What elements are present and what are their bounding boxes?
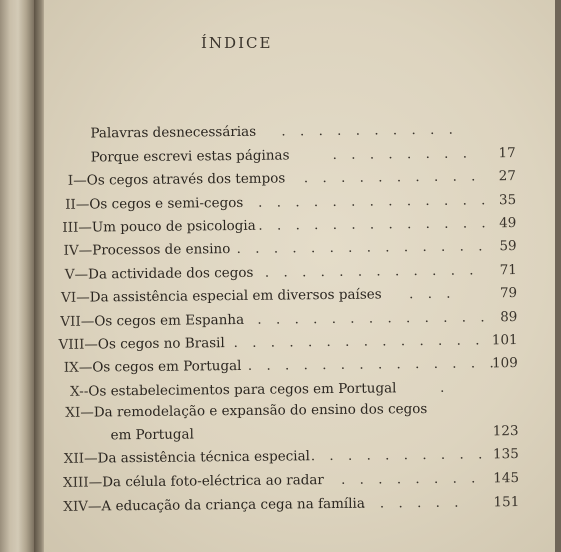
toc-entry (47, 261, 517, 284)
table-of-contents (44, 0, 561, 552)
toc-entry (47, 284, 517, 307)
toc-entry-title: V—Da actividade dos cegos (64, 264, 254, 283)
toc-entry (49, 469, 519, 492)
toc-entry-text: Da célula foto-eléctrica ao radar (102, 472, 324, 491)
toc-entry-title: VI—Da assistência especial em diversos países (61, 286, 382, 306)
toc-entry-text: Da assistência técnica especial (97, 448, 310, 467)
toc-entry-text: Os cegos no Brasil (97, 335, 225, 353)
leader-dots: . . . . . . . . . . . . (264, 262, 479, 281)
toc-entry-title: XIII—Da célula foto-eléctrica ao radar (62, 472, 324, 491)
toc-entry (47, 237, 517, 260)
toc-entry-text: Os cegos em Espanha (94, 311, 245, 330)
toc-entry-numeral: X (70, 383, 80, 400)
toc-entry-numeral: XI (65, 404, 81, 421)
index-page (44, 0, 555, 552)
toc-entry-title: XII—Da assistência técnica especial (63, 448, 310, 467)
toc-entry-page: 27 (498, 168, 516, 185)
toc-entry-text: Da actividade dos cegos (88, 264, 254, 283)
toc-entry-text: A educação da criança cega na família (101, 495, 365, 515)
toc-entry (49, 493, 519, 516)
toc-entry (46, 191, 516, 214)
toc-entry-page: 89 (500, 309, 518, 326)
leader-dots: . . . . . . . . . . . . . (258, 192, 491, 211)
toc-entry-numeral: VI (61, 289, 77, 306)
facing-page-edge (0, 0, 36, 552)
toc-entry-title: II—Os cegos e semi-cegos (65, 194, 244, 213)
toc-entry (45, 120, 515, 143)
toc-entry-title: X--Os estabelecimentos para cegos em Portugal (70, 380, 397, 400)
toc-entry-page: 79 (499, 285, 518, 302)
leader-dots: . . . . . . . . . . . . . . (247, 355, 499, 374)
toc-entry-numeral: XIV (63, 498, 89, 515)
toc-entry-numeral: V (64, 266, 75, 283)
toc-entry-numeral: IX (63, 359, 79, 376)
toc-entry-page: 123 (492, 423, 519, 440)
toc-entry (48, 422, 518, 445)
toc-entry (46, 144, 516, 167)
toc-entry-text: Da assistência especial em diversos países (89, 286, 382, 306)
toc-entry-page: 49 (499, 215, 517, 232)
toc-entry-title: Porque escrevi estas páginas (90, 147, 290, 166)
toc-entry-title: XIV—A educação da criança cega na família (63, 495, 365, 515)
toc-entry-page: 35 (498, 192, 517, 209)
toc-entry-title: IV—Processos de ensino (63, 241, 231, 259)
leader-dots: . . . . . . . . . . (310, 446, 488, 465)
toc-entry-numeral: III (62, 219, 79, 236)
toc-entry-numeral: VII (60, 313, 81, 330)
leader-dots: . . . . . . . . . . . . . . (233, 332, 485, 352)
toc-entry-title: III—Um pouco de psicologia (62, 217, 256, 236)
toc-entry-text: Um pouco de psicologia (91, 217, 256, 236)
toc-entry-page: 59 (499, 238, 517, 255)
toc-entry-page: 145 (493, 470, 520, 487)
toc-entry-numeral: XIII (62, 474, 89, 491)
toc-entry-title: VII—Os cegos em Espanha (60, 311, 245, 330)
toc-entry-numeral: II (65, 196, 76, 213)
index-heading: ÍNDICE (201, 34, 273, 52)
leader-dots: . . . (409, 285, 456, 303)
toc-entry-text: Da remodelação e expansão do ensino dos cegos (93, 401, 428, 421)
toc-entry (48, 399, 518, 422)
toc-entry (48, 378, 518, 401)
leader-dots: . . . . . . (361, 494, 464, 512)
toc-entry-title: XI—Da remodelação e expansão do ensino dos cegos (65, 401, 428, 421)
toc-entry-page: 135 (492, 446, 519, 463)
leader-dots: . . . . . . . . (332, 145, 473, 163)
toc-entry (47, 308, 517, 331)
toc-entry-text: Os cegos e semi-cegos (89, 194, 244, 213)
toc-entry-text: Os estabelecimentos para cegos em Portugal (88, 380, 397, 400)
toc-entry-page: 109 (491, 355, 518, 372)
toc-entry-title: I—Os cegos através dos tempos (67, 170, 286, 189)
toc-entry-title: VIII—Os cegos no Brasil (58, 335, 225, 353)
toc-entry (46, 167, 516, 190)
toc-entry-text: Processos de ensino (92, 241, 231, 259)
toc-entry-title: em Portugal (110, 426, 194, 444)
toc-entry (48, 331, 518, 354)
toc-entry-numeral: IV (63, 242, 79, 259)
toc-entry-text: Os cegos através dos tempos (86, 170, 286, 189)
toc-entry-numeral: I (67, 172, 74, 189)
leader-dots: . . . . . . . . . . . . . (258, 215, 491, 234)
toc-entry-title: Palavras desnecessárias (90, 123, 257, 142)
leader-dots: . . . . . . . . (340, 470, 481, 488)
leader-dots: . . . . . . . . . . . . . (257, 309, 490, 328)
book-gutter (34, 0, 44, 552)
toc-entry-numeral: VIII (58, 336, 85, 353)
leader-dots: . (439, 379, 450, 396)
toc-entry-page: 17 (498, 145, 516, 162)
toc-entry (49, 445, 519, 468)
toc-entry-page: 151 (493, 494, 520, 511)
toc-entry-title: IX—Os cegos em Portugal (63, 357, 242, 376)
toc-entry (46, 214, 516, 237)
toc-entry-numeral: XII (63, 450, 85, 467)
toc-entry-page: 101 (491, 332, 518, 349)
toc-entry-text: Os cegos em Portugal (92, 357, 242, 376)
leader-dots: . . . . . . . . . . . . . . (236, 238, 488, 257)
leader-dots: . . . . . . . . . . (281, 121, 459, 140)
toc-entry-page: 71 (499, 262, 517, 279)
toc-entry (48, 354, 518, 377)
leader-dots: . . . . . . . . . . (303, 168, 481, 187)
